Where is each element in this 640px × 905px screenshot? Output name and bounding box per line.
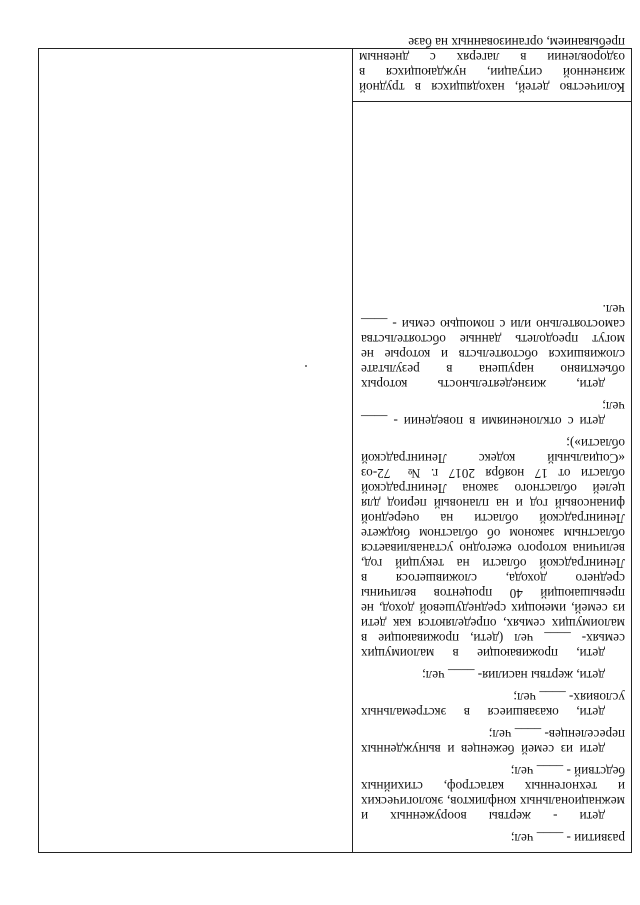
category-paragraph: дети - жертвы вооруженных и межнациональных конфликтов, экологических и техногенных катастроф, стихийных бедствий - ____ чел;: [361, 764, 625, 824]
category-paragraph: дети, оказавшиеся в экстремальных условиях- ____ чел;: [361, 690, 625, 720]
category-paragraph: дети, жизнедеятельность которых объективно нарушена в результате сложившихся обстоятельств и которые не могут преодолеть данные обстоятельства самостоятельно или с помощью семьи - ____ чел.: [361, 302, 625, 392]
category-paragraph: дети, жертвы насилия- ____ чел;: [422, 668, 605, 683]
category-paragraph: дети с отклонениями в поведении - ____ чел;: [361, 399, 625, 429]
row-label-text: Количество детей, находящихся в трудной жизненной ситуации, нуждающихся в оздоровлении в лагерях с дневным пребыванием, организованных на базе: [359, 35, 625, 95]
category-paragraph: дети, проживающие в малоимущих семьях- ____ чел (дети, проживающие в малоимущих семьях, определяются как дети из семей, имеющих среднедушевой доход, не превышающий 40 процентов величины среднего дохода, сложившегося в Ленинградской области на текущий год, величина которого ежегодно устанавливается областным законом об областном бюджете Ленинградской области на очередной финансовый год и на плановый период для целей областного закона Ленинградской области от 17 ноября 2017 г. № 72-оз «Социальный кодекс Ленинградской области»);: [361, 436, 625, 661]
scan-speck: [305, 365, 307, 367]
row-divider: [353, 101, 631, 102]
category-paragraph: развитии - ____ чел;: [510, 831, 625, 846]
column-divider: [352, 49, 353, 852]
table: [38, 35, 632, 853]
categories-cell: [361, 295, 625, 846]
category-paragraph: дети из семей беженцев и вынужденных переселенцев- ____ чел;: [361, 727, 625, 757]
row-label-cell: [359, 35, 625, 95]
